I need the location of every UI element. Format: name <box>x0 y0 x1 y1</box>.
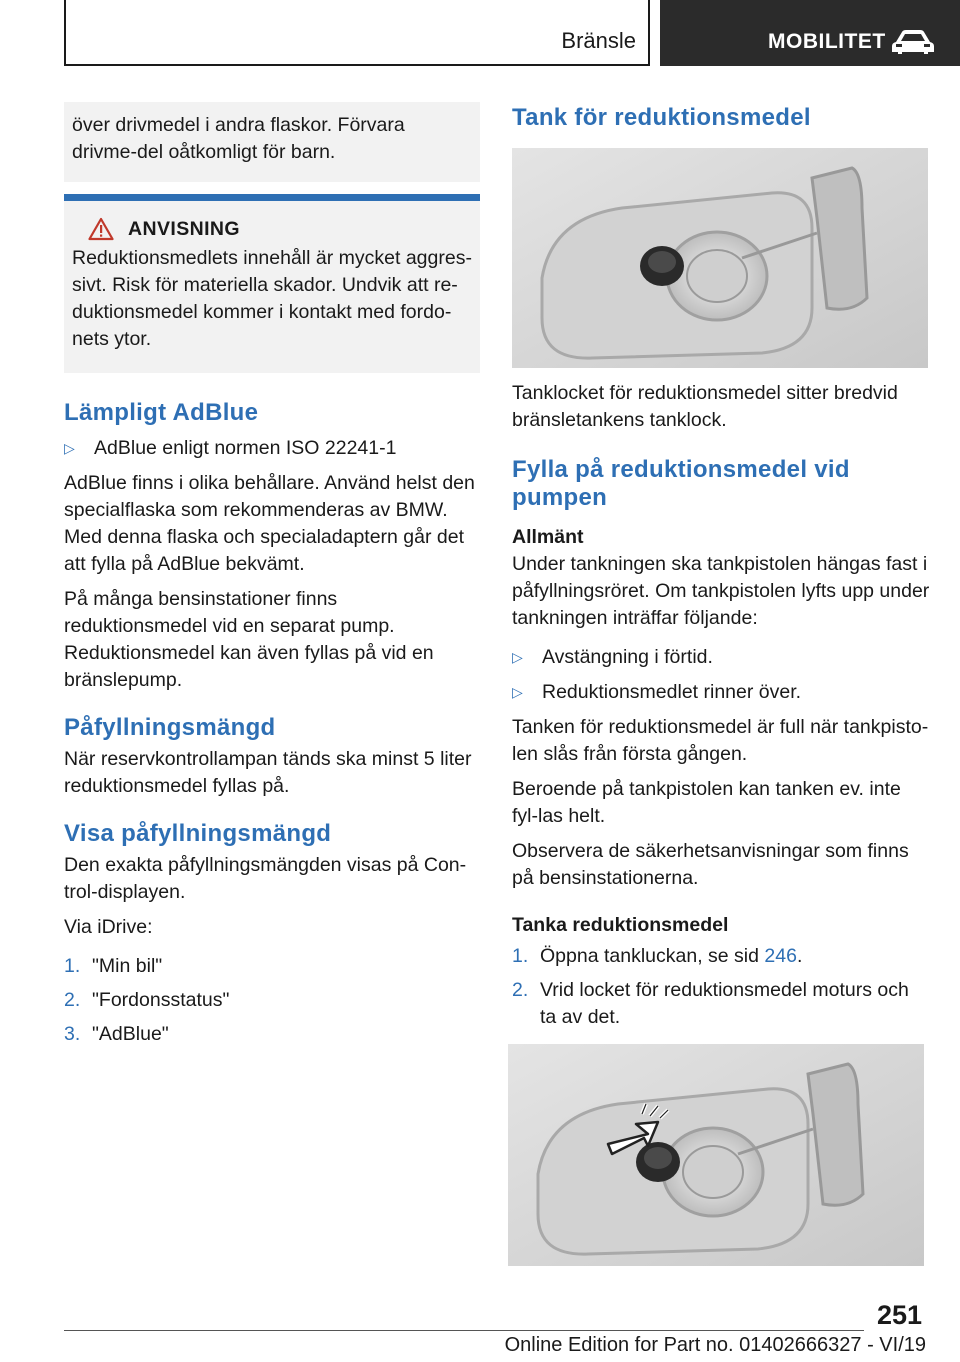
paragraph: AdBlue finns i olika behållare. Använd helst den specialflaska som rekommenderas av BMW. Med denna flaska och specialadaptern går det att fylla på AdBlue bekvämt. <box>64 472 475 575</box>
paragraph: På många bensinstationer finns reduktionsmedel vid en separat pump. Reduktionsmedel kan även fyllas på vid en bränslepump. <box>64 588 434 691</box>
paragraph: Observera de säkerhetsanvisningar som finns på bensinstationerna. <box>512 840 909 889</box>
warning-box <box>64 194 480 373</box>
page-link[interactable]: 246 <box>764 945 797 967</box>
heading-fill-amount: Påfyllningsmängd <box>64 714 276 741</box>
list-item <box>64 987 480 1014</box>
warning-title: ANVISNING <box>128 217 240 240</box>
step-text: "Min bil" <box>92 955 163 977</box>
paragraph: Via iDrive: <box>64 916 153 938</box>
paragraph: Beroende på tankpistolen kan tanken ev. inte fyl-las helt. <box>512 778 901 827</box>
warning-text: Reduktionsmedlets innehåll är mycket aggres-sivt. Risk för materiella skador. Undvik att re-duktionsmedel kommer i kontakt med fordo-nets ytor. <box>72 247 472 350</box>
step-number: 3. <box>64 1023 81 1045</box>
list-item <box>512 644 930 671</box>
heading-suitable-adblue: Lämpligt AdBlue <box>64 399 259 426</box>
step-number: 1. <box>512 945 529 967</box>
car-icon <box>890 28 936 56</box>
section-title: Bränsle <box>561 28 636 53</box>
step-number: 2. <box>512 979 529 1001</box>
open-cap-photo <box>508 1044 924 1266</box>
step-number: 1. <box>64 955 81 977</box>
step-number: 2. <box>64 989 81 1011</box>
right-column <box>512 102 930 1038</box>
step-text: "Fordonsstatus" <box>92 989 230 1011</box>
subheading-general: Allmänt <box>512 526 584 548</box>
photo-caption: Tanklocket för reduktionsmedel sitter bredvid bränsletankens tanklock. <box>512 382 898 431</box>
paragraph: Den exakta påfyllningsmängden visas på Con-trol-displayen. <box>64 854 467 903</box>
list-item <box>64 1021 480 1048</box>
chapter-label: MOBILITET <box>768 30 886 53</box>
bullet-triangle-icon: ▷ <box>512 649 523 665</box>
list-item <box>64 953 480 980</box>
header-rule-right <box>648 0 650 66</box>
step-text-end: . <box>796 945 803 967</box>
header-rule-left <box>64 0 66 66</box>
fuel-door-arrow-illustration-icon <box>508 1044 924 1266</box>
fuel-door-illustration-icon <box>512 148 928 368</box>
paragraph: När reservkontrollampan tänds ska minst 5 liter reduktionsmedel fyllas på. <box>64 748 472 797</box>
bullet-triangle-icon: ▷ <box>64 440 75 456</box>
footer-rule <box>64 1330 864 1331</box>
heading-reductant-tank: Tank för reduktionsmedel <box>512 104 811 131</box>
note-text: över drivmedel i andra flaskor. Förvara drivme-del oåtkomligt för barn. <box>72 114 405 163</box>
bullet-text: AdBlue enligt normen ISO 22241-1 <box>94 437 397 459</box>
paragraph: Tanken för reduktionsmedel är full när tankpisto-len slås från första gången. <box>512 716 929 765</box>
heading-fill-at-pump: Fylla på reduktionsmedel vid pumpen <box>512 456 850 511</box>
list-item <box>512 943 930 970</box>
left-column <box>64 102 480 1055</box>
subheading-refuel-reductant: Tanka reduktionsmedel <box>512 914 729 936</box>
step-text: Vrid locket för reduktionsmedel moturs och ta av det. <box>540 979 909 1028</box>
paragraph: Under tankningen ska tankpistolen hängas fast i påfyllningsröret. Om tankpistolen lyfts upp under tankningen inträffar följande: <box>512 553 930 629</box>
edition-footer: Online Edition for Part no. 01402666327 - VI/19 <box>504 1334 926 1356</box>
bullet-text: Reduktionsmedlet rinner över. <box>542 681 802 703</box>
step-text <box>540 943 802 970</box>
step-text-main: Öppna tankluckan, se sid <box>540 945 765 967</box>
warning-triangle-icon <box>88 217 114 241</box>
chapter-tab[interactable] <box>660 0 960 66</box>
page-number: 251 <box>876 1300 922 1330</box>
heading-show-fill-amount: Visa påfyllningsmängd <box>64 820 332 847</box>
bullet-triangle-icon: ▷ <box>512 684 523 700</box>
tank-filler-photo <box>512 148 928 368</box>
note-box <box>64 102 480 182</box>
bullet-text: Avstängning i förtid. <box>542 646 713 668</box>
step-text: "AdBlue" <box>92 1023 169 1045</box>
list-item <box>512 679 930 706</box>
list-item <box>512 977 930 1031</box>
header-rule <box>64 64 650 66</box>
list-item <box>64 435 480 462</box>
warning-header <box>88 217 472 241</box>
